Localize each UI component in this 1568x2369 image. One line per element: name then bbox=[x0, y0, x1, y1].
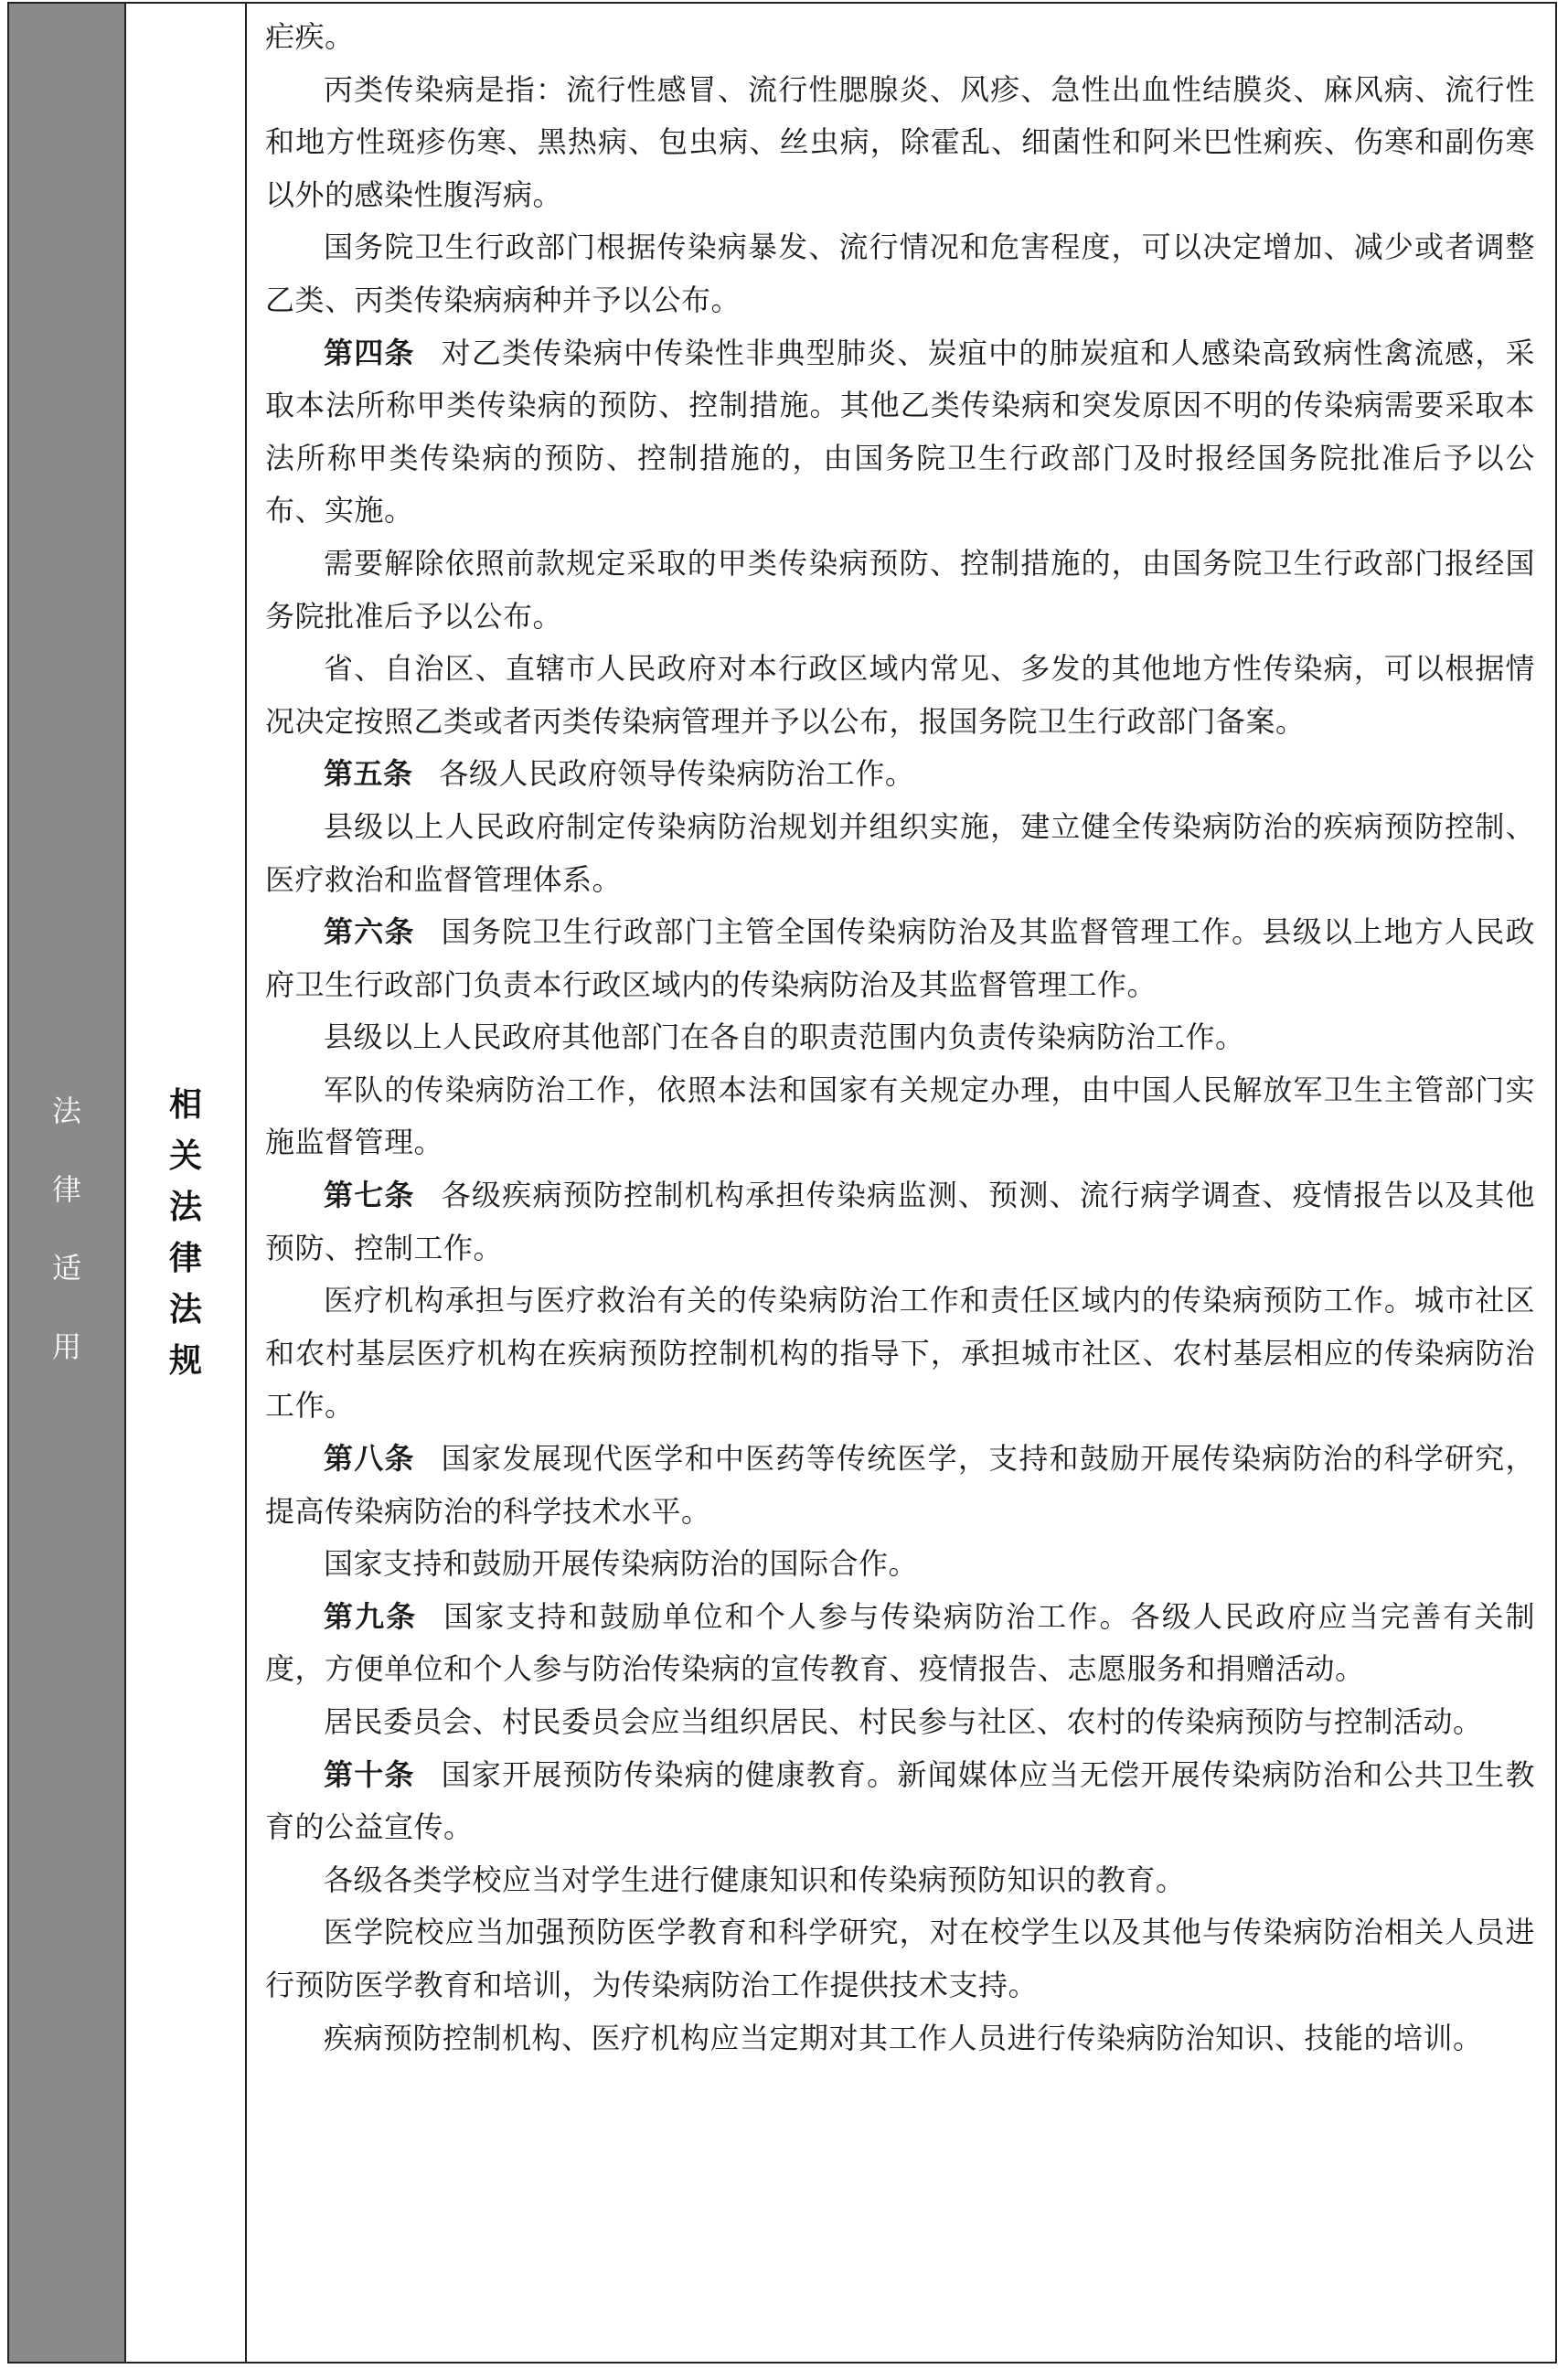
law-paragraph bbox=[265, 1854, 1535, 1907]
paragraph-text: 国务院卫生行政部门主管全国传染病防治及其监督管理工作。县级以上地方人民政府卫生行政部门负责本行政区域内的传染病防治及其监督管理工作。 bbox=[265, 914, 1535, 1002]
paragraph-text: 各级各类学校应当对学生进行健康知识和传染病预防知识的教育。 bbox=[324, 1862, 1186, 1897]
article-number: 第九条 bbox=[324, 1598, 418, 1634]
article-number: 第十条 bbox=[324, 1756, 415, 1792]
subcategory-char: 关 bbox=[168, 1136, 202, 1175]
law-paragraph bbox=[265, 906, 1535, 1011]
law-paragraph bbox=[265, 1064, 1535, 1169]
paragraph-text: 居民委员会、村民委员会应当组织居民、村民参与社区、农村的传染病预防与控制活动。 bbox=[324, 1704, 1483, 1739]
law-paragraph bbox=[265, 221, 1535, 326]
category-column bbox=[9, 4, 126, 2362]
law-paragraph bbox=[265, 1749, 1535, 1854]
law-paragraph bbox=[265, 1433, 1535, 1538]
subcategory-char: 法 bbox=[168, 1188, 202, 1226]
paragraph-text: 军队的传染病防治工作，依照本法和国家有关规定办理，由中国人民解放军卫生主管部门实施监督管理。 bbox=[265, 1072, 1535, 1160]
law-table bbox=[7, 2, 1557, 2364]
law-paragraph bbox=[265, 538, 1535, 643]
subcategory-char: 规 bbox=[168, 1341, 202, 1380]
paragraph-text: 丙类传染病是指：流行性感冒、流行性腮腺炎、风疹、急性出血性结膜炎、麻风病、流行性和地方性斑疹伤寒、黑热病、包虫病、丝虫病，除霍乱、细菌性和阿米巴性痢疾、伤寒和副伤寒以外的感染性腹泻病。 bbox=[265, 71, 1535, 212]
article-number: 第八条 bbox=[324, 1441, 415, 1477]
law-paragraph bbox=[265, 1591, 1535, 1696]
article-number: 第五条 bbox=[324, 756, 413, 792]
subcategory-char: 法 bbox=[168, 1290, 202, 1329]
law-paragraph bbox=[265, 1275, 1535, 1433]
paragraph-text: 需要解除依照前款规定采取的甲类传染病预防、控制措施的，由国务院卫生行政部门报经国务院批准后予以公布。 bbox=[265, 545, 1535, 634]
law-paragraph bbox=[265, 1538, 1535, 1591]
article-number: 第六条 bbox=[324, 914, 415, 950]
law-paragraph bbox=[265, 801, 1535, 906]
law-paragraph bbox=[265, 1696, 1535, 1749]
law-paragraph bbox=[265, 1906, 1535, 2012]
paragraph-text: 疟疾。 bbox=[265, 19, 355, 54]
law-paragraph bbox=[265, 1169, 1535, 1275]
subcategory-char: 相 bbox=[168, 1085, 202, 1124]
paragraph-text: 医学院校应当加强预防医学教育和科学研究，对在校学生以及其他与传染病防治相关人员进行预防医学教育和培训，为传染病防治工作提供技术支持。 bbox=[265, 1915, 1535, 2002]
category-char: 适 bbox=[51, 1250, 81, 1286]
article-number: 第七条 bbox=[324, 1178, 415, 1213]
law-paragraph bbox=[265, 11, 1535, 64]
subcategory-label bbox=[168, 1085, 202, 1380]
paragraph-text: 各级人民政府领导传染病防治工作。 bbox=[439, 756, 915, 792]
paragraph-text: 省、自治区、直辖市人民政府对本行政区域内常见、多发的其他地方性传染病，可以根据情况决定按照乙类或者丙类传染病管理并予以公布，报国务院卫生行政部门备案。 bbox=[265, 651, 1535, 739]
paragraph-text: 国务院卫生行政部门根据传染病暴发、流行情况和危害程度，可以决定增加、减少或者调整乙类、丙类传染病病种并予以公布。 bbox=[265, 229, 1535, 317]
paragraph-text: 国家开展预防传染病的健康教育。新闻媒体应当无偿开展传染病防治和公共卫生教育的公益宣传。 bbox=[265, 1756, 1535, 1845]
paragraph-text: 县级以上人民政府其他部门在各自的职责范围内负责传染病防治工作。 bbox=[324, 1019, 1245, 1055]
category-label bbox=[51, 1093, 81, 1364]
category-char: 律 bbox=[51, 1171, 81, 1207]
paragraph-text: 疾病预防控制机构、医疗机构应当定期对其工作人员进行传染病防治知识、技能的培训。 bbox=[324, 2020, 1483, 2055]
law-paragraph bbox=[265, 643, 1535, 748]
law-paragraph bbox=[265, 748, 1535, 801]
law-paragraph bbox=[265, 327, 1535, 538]
paragraph-text: 对乙类传染病中传染性非典型肺炎、炭疽中的肺炭疽和人感染高致病性禽流感，采取本法所称甲类传染病的预防、控制措施。其他乙类传染病和突发原因不明的传染病需要采取本法所称甲类传染病的预防、控制措施的，由国务院卫生行政部门及时报经国务院批准后予以公布、实施。 bbox=[265, 335, 1535, 528]
law-text-column bbox=[247, 4, 1555, 2362]
paragraph-text: 县级以上人民政府制定传染病防治规划并组织实施，建立健全传染病防治的疾病预防控制、医疗救治和监督管理体系。 bbox=[265, 808, 1535, 897]
law-paragraph bbox=[265, 64, 1535, 222]
subcategory-column bbox=[126, 4, 247, 2362]
paragraph-text: 医疗机构承担与医疗救治有关的传染病防治工作和责任区域内的传染病预防工作。城市社区和农村基层医疗机构在疾病预防控制机构的指导下，承担城市社区、农村基层相应的传染病防治工作。 bbox=[265, 1283, 1535, 1424]
law-paragraph bbox=[265, 1011, 1535, 1064]
category-char: 用 bbox=[51, 1329, 81, 1364]
category-char: 法 bbox=[51, 1093, 81, 1128]
law-paragraph bbox=[265, 2012, 1535, 2065]
paragraph-text: 国家支持和鼓励单位和个人参与传染病防治工作。各级人民政府应当完善有关制度，方便单位和个人参与防治传染病的宣传教育、疫情报告、志愿服务和捐赠活动。 bbox=[265, 1598, 1535, 1687]
subcategory-char: 律 bbox=[168, 1239, 202, 1277]
paragraph-text: 国家支持和鼓励开展传染病防治的国际合作。 bbox=[324, 1546, 919, 1582]
article-number: 第四条 bbox=[324, 335, 415, 370]
paragraph-text: 各级疾病预防控制机构承担传染病监测、预测、流行病学调查、疫情报告以及其他预防、控制工作。 bbox=[265, 1178, 1535, 1265]
paragraph-text: 国家发展现代医学和中医药等传统医学，支持和鼓励开展传染病防治的科学研究，提高传染病防治的科学技术水平。 bbox=[265, 1441, 1535, 1529]
